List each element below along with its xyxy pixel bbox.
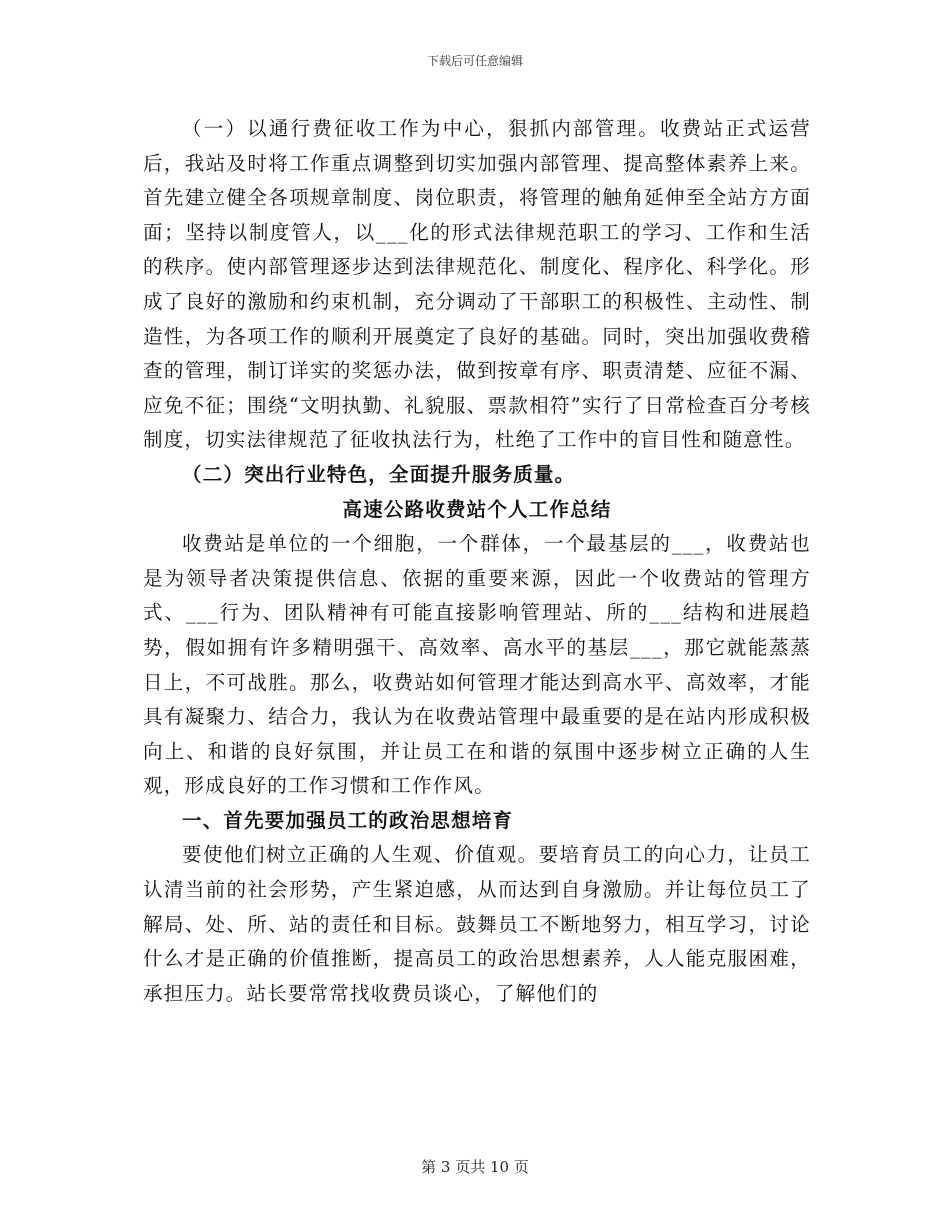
page-header-note: 下载后可任意编辑: [426, 54, 523, 68]
paragraph-toll-station-intro: 收费站是单位的一个细胞，一个群体，一个最基层的___，收费站也是为领导者决策提供信息、依据的重要来源，因此一个收费站的管理方式、___行为、团队精神有可能直接影响管理站、所的___结构和进展趋势，假如拥有许多精明强干、高效率、高水平的基层___，那它就能蒸蒸日上，不可战胜。那么，收费站如何管理才能达到高水平、高效率，才能具有凝聚力、结合力，我认为在收费站管理中最重要的是在站内形成积极向上、和谐的良好氛围，并让员工在和谐的氛围中逐步树立正确的人生观，形成良好的工作习惯和工作作风。: [143, 532, 811, 798]
paragraph-internal-management: （一）以通行费征收工作为中心，狠抓内部管理。收费站正式运营后，我站及时将工作重点调整到切实加强内部管理、提高整体素养上来。首先建立健全各项规章制度、岗位职责，将管理的触角延伸至全站方方面面；坚持以制度管人，以___化的形式法律规范职工的学习、工作和生活的秩序。使内部管理逐步达到法律规范化、制度化、程序化、科学化。形成了良好的激励和约束机制，充分调动了干部职工的积极性、主动性、制造性，为各项工作的顺利开展奠定了良好的基础。同时，突出加强收费稽查的管理，制订详实的奖惩办法，做到按章有序、职责清楚、应征不漏、应免不征；围绕“文明执勤、礼貌服、票款相符”实行了日常检查百分考核制度，切实法律规范了征收执法行为，杜绝了工作中的盲目性和随意性。: [143, 117, 811, 452]
document-title: 高速公路收费站个人工作总结: [342, 497, 612, 521]
section-heading-political-education: 一、首先要加强员工的政治思想培育: [182, 808, 514, 832]
document-body: [143, 112, 811, 1011]
page-footer-number: 第 3 页共 10 页: [421, 1158, 529, 1176]
section-heading-service-quality: （二）突出行业特色，全面提升服务质量。: [182, 462, 576, 486]
paragraph-values-education: 要使他们树立正确的人生观、价值观。要培育员工的向心力，让员工认清当前的社会形势，产生紧迫感，从而达到自身激励。并让每位员工了解局、处、所、站的责任和目标。鼓舞员工不断地努力，相互学习，讨论什么才是正确的价值推断，提高员工的政治思想素养，人人能克服困难，承担压力。站长要常常找收费员谈心，了解他们的: [143, 843, 811, 1005]
